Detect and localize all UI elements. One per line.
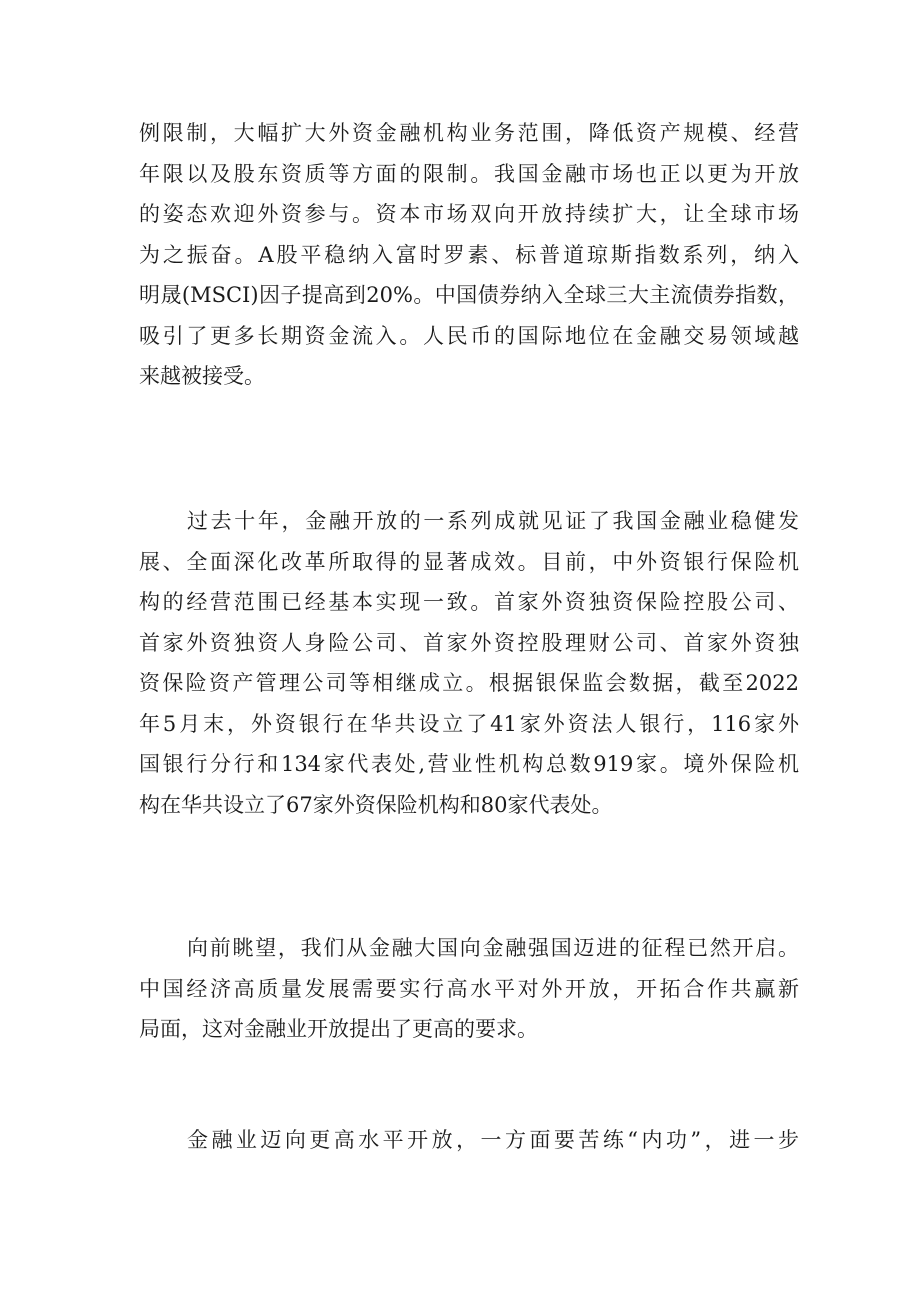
text-line: 向前眺望，我们从金融大国向金融强国迈进的征程已然开启。 — [187, 936, 799, 960]
text-line: 金融业迈向更高水平开放，一方面要苦练“内功”，进一步 — [187, 1128, 799, 1152]
text-line: 明晟(MSCI)因子提高到20%。中国债券纳入全球三大主流债券指数， — [139, 283, 799, 307]
text-line: 构在华共设立了67家外资保险机构和80家代表处。 — [139, 792, 613, 817]
text-line: 吸引了更多长期资金流入。人民币的国际地位在金融交易领域越 — [139, 323, 799, 348]
text-line: 来越被接受。 — [139, 364, 265, 388]
text-line: 年5月末，外资银行在华共设立了41家外资法人银行，116家外 — [139, 711, 799, 736]
text-line: 的姿态欢迎外资参与。资本市场双向开放持续扩大，让全球市场 — [139, 202, 799, 226]
text-line: 例限制，大幅扩大外资金融机构业务范围，降低资产规模、经营 — [139, 121, 799, 145]
paragraph-3 — [139, 928, 799, 1050]
paragraph-2 — [139, 501, 799, 825]
text-line: 为之振奋。A股平稳纳入富时罗素、标普道琼斯指数系列，纳入 — [139, 242, 799, 267]
text-line: 国银行分行和134家代表处,营业性机构总数919家。境外保险机 — [139, 752, 799, 776]
text-line: 构的经营范围已经基本实现一致。首家外资独资保险控股公司、 — [139, 590, 799, 614]
paragraph-1 — [139, 113, 799, 397]
text-line: 首家外资独资人身险公司、首家外资控股理财公司、首家外资独 — [139, 630, 799, 655]
text-line: 局面，这对金融业开放提出了更高的要求。 — [139, 1017, 538, 1041]
text-line: 资保险资产管理公司等相继成立。根据银保监会数据，截至2022 — [139, 671, 799, 695]
text-line: 中国经济高质量发展需要实行高水平对外开放，开拓合作共赢新 — [139, 976, 799, 1001]
text-line: 过去十年，金融开放的一系列成就见证了我国金融业稳健发 — [187, 509, 799, 533]
paragraph-4 — [139, 1120, 799, 1161]
text-line: 展、全面深化改革所取得的显著成效。目前，中外资银行保险机 — [139, 549, 799, 574]
text-line: 年限以及股东资质等方面的限制。我国金融市场也正以更为开放 — [139, 161, 799, 186]
